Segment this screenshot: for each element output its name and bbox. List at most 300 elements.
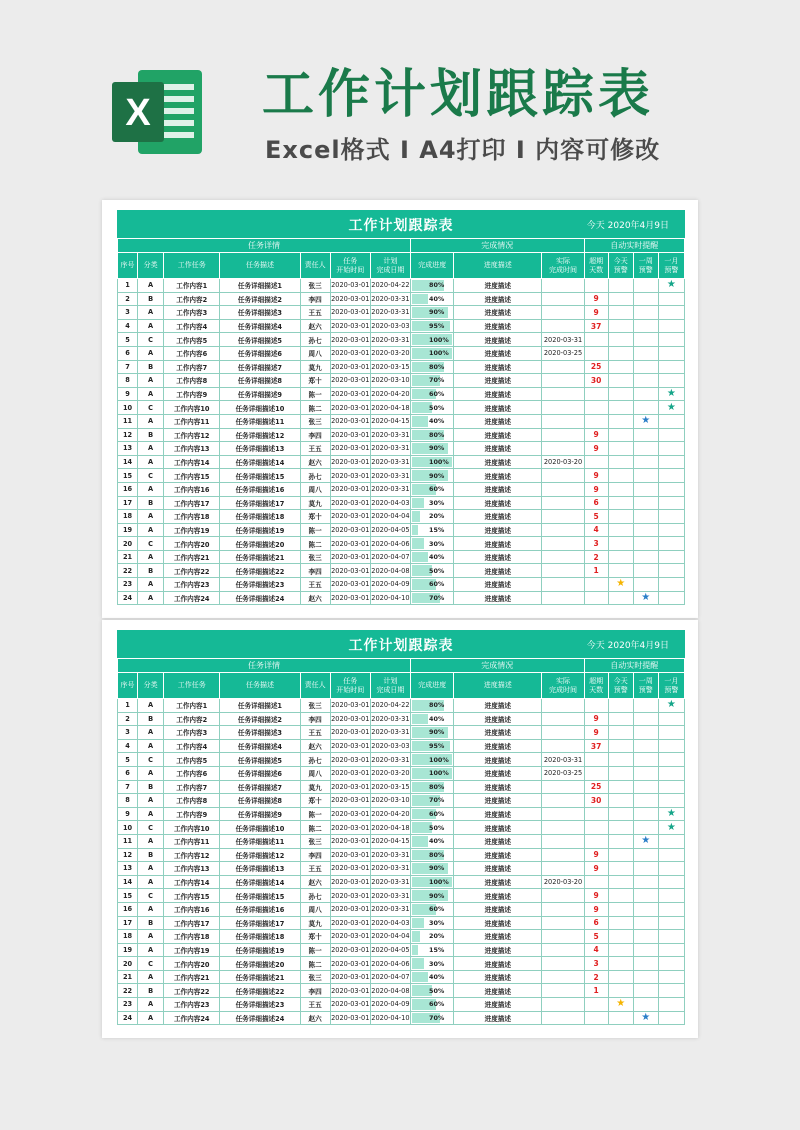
cell-progress-desc: 进度描述 <box>454 550 542 564</box>
column-header-row <box>118 253 685 279</box>
cell-today-alert <box>608 1011 633 1025</box>
group-completion: 完成情况 <box>411 239 585 253</box>
column-header: 任务描述 <box>220 673 300 699</box>
table-row[interactable] <box>118 333 685 347</box>
cell-progress-desc: 进度描述 <box>454 306 542 320</box>
cell-category: B <box>138 984 164 998</box>
cell-month-alert <box>658 1011 684 1025</box>
cell-category: A <box>138 482 164 496</box>
cell-actual-date <box>542 930 584 944</box>
cell-description: 任务详细描述6 <box>220 766 300 780</box>
column-header: 一月 预警 <box>658 673 684 699</box>
column-header: 超期 天数 <box>584 673 608 699</box>
cell-start-date: 2020-03-01 <box>330 1011 370 1025</box>
cell-progress <box>411 374 454 388</box>
cell-month-alert <box>658 794 684 808</box>
table-row[interactable] <box>118 930 685 944</box>
cell-planned-date: 2020-04-18 <box>370 821 410 835</box>
cell-start-date: 2020-03-01 <box>330 875 370 889</box>
cell-progress-desc: 进度描述 <box>454 387 542 401</box>
cell-task: 工作内容12 <box>164 428 220 442</box>
cell-progress-desc: 进度描述 <box>454 428 542 442</box>
table-row[interactable] <box>118 780 685 794</box>
cell-overdue-days <box>584 279 608 293</box>
table-row[interactable] <box>118 346 685 360</box>
cell-category: C <box>138 333 164 347</box>
table-row[interactable] <box>118 848 685 862</box>
cell-category: A <box>138 550 164 564</box>
progress-value: 90% <box>429 471 445 480</box>
table-row[interactable] <box>118 360 685 374</box>
cell-task: 工作内容5 <box>164 333 220 347</box>
cell-progress-desc: 进度描述 <box>454 374 542 388</box>
cell-progress-desc: 进度描述 <box>454 807 542 821</box>
cell-description: 任务详细描述21 <box>220 970 300 984</box>
table-row[interactable] <box>118 984 685 998</box>
cell-overdue-days <box>584 455 608 469</box>
cell-actual-date <box>542 889 584 903</box>
table-row[interactable] <box>118 564 685 578</box>
cell-owner: 王五 <box>300 578 330 592</box>
cell-actual-date <box>542 943 584 957</box>
cell-today-alert <box>608 537 633 551</box>
cell-actual-date: 2020-03-31 <box>542 333 584 347</box>
cell-category: B <box>138 360 164 374</box>
table-row[interactable] <box>118 1011 685 1025</box>
table-row[interactable] <box>118 428 685 442</box>
cell-week-alert <box>633 346 658 360</box>
cell-today-alert <box>608 414 633 428</box>
cell-progress <box>411 984 454 998</box>
cell-start-date: 2020-03-01 <box>330 889 370 903</box>
cell-overdue-days: 30 <box>584 374 608 388</box>
table-row[interactable] <box>118 889 685 903</box>
table-row[interactable] <box>118 442 685 456</box>
column-header: 今天 预警 <box>608 673 633 699</box>
cell-overdue-days: 9 <box>584 482 608 496</box>
cell-month-alert <box>658 442 684 456</box>
column-header: 进度描述 <box>454 253 542 279</box>
cell-start-date: 2020-03-01 <box>330 306 370 320</box>
cell-actual-date: 2020-03-25 <box>542 766 584 780</box>
cell-progress <box>411 523 454 537</box>
cell-progress-desc: 进度描述 <box>454 902 542 916</box>
column-header: 一月 预警 <box>658 253 684 279</box>
cell-category: A <box>138 387 164 401</box>
cell-progress <box>411 712 454 726</box>
table-row[interactable] <box>118 523 685 537</box>
cell-today-alert <box>608 387 633 401</box>
cell-progress <box>411 834 454 848</box>
cell-month-alert <box>658 970 684 984</box>
cell-start-date: 2020-03-01 <box>330 469 370 483</box>
cell-start-date: 2020-03-01 <box>330 984 370 998</box>
progress-value: 50% <box>429 986 445 995</box>
table-row[interactable] <box>118 699 685 713</box>
cell-description: 任务详细描述8 <box>220 374 300 388</box>
progress-value: 70% <box>429 593 445 602</box>
cell-planned-date: 2020-03-31 <box>370 428 410 442</box>
cell-task: 工作内容24 <box>164 591 220 605</box>
cell-owner: 张三 <box>300 699 330 713</box>
cell-week-alert <box>633 360 658 374</box>
cell-actual-date <box>542 496 584 510</box>
table-row[interactable] <box>118 712 685 726</box>
table-row[interactable] <box>118 943 685 957</box>
cell-progress-desc: 进度描述 <box>454 739 542 753</box>
progress-value: 15% <box>429 945 445 954</box>
cell-progress-desc: 进度描述 <box>454 401 542 415</box>
cell-week-alert <box>633 537 658 551</box>
cell-month-alert <box>658 510 684 524</box>
cell-task: 工作内容22 <box>164 564 220 578</box>
cell-description: 任务详细描述12 <box>220 848 300 862</box>
cell-progress-desc: 进度描述 <box>454 834 542 848</box>
table-row[interactable] <box>118 455 685 469</box>
cell-progress <box>411 319 454 333</box>
cell-owner: 郑十 <box>300 794 330 808</box>
cell-month-alert <box>658 591 684 605</box>
cell-description: 任务详细描述4 <box>220 739 300 753</box>
cell-owner: 陈一 <box>300 943 330 957</box>
cell-task: 工作内容8 <box>164 374 220 388</box>
table-row[interactable] <box>118 578 685 592</box>
cell-description: 任务详细描述9 <box>220 807 300 821</box>
cell-no: 8 <box>118 794 138 808</box>
cell-progress-desc: 进度描述 <box>454 821 542 835</box>
cell-category: C <box>138 889 164 903</box>
table-row[interactable] <box>118 862 685 876</box>
cell-progress <box>411 1011 454 1025</box>
cell-description: 任务详细描述17 <box>220 496 300 510</box>
cell-actual-date <box>542 374 584 388</box>
cell-actual-date <box>542 984 584 998</box>
cell-month-alert <box>658 279 684 293</box>
cell-progress-desc: 进度描述 <box>454 916 542 930</box>
cell-planned-date: 2020-04-10 <box>370 591 410 605</box>
cell-progress-desc: 进度描述 <box>454 780 542 794</box>
star-icon: ★ <box>666 821 676 833</box>
progress-value: 30% <box>429 959 445 968</box>
cell-description: 任务详细描述4 <box>220 319 300 333</box>
star-icon: ★ <box>641 591 651 603</box>
cell-overdue-days <box>584 1011 608 1025</box>
cell-planned-date: 2020-03-31 <box>370 712 410 726</box>
cell-today-alert <box>608 360 633 374</box>
cell-progress-desc: 进度描述 <box>454 414 542 428</box>
cell-start-date: 2020-03-01 <box>330 916 370 930</box>
table-row[interactable] <box>118 902 685 916</box>
table-row[interactable] <box>118 875 685 889</box>
cell-month-alert <box>658 401 684 415</box>
cell-progress-desc: 进度描述 <box>454 537 542 551</box>
progress-value: 60% <box>429 390 445 399</box>
cell-overdue-days <box>584 821 608 835</box>
cell-progress <box>411 537 454 551</box>
cell-today-alert <box>608 766 633 780</box>
cell-planned-date: 2020-04-05 <box>370 523 410 537</box>
cell-no: 7 <box>118 780 138 794</box>
progress-value: 60% <box>429 1000 445 1009</box>
cell-owner: 赵六 <box>300 455 330 469</box>
cell-today-alert <box>608 496 633 510</box>
table-row[interactable] <box>118 401 685 415</box>
cell-owner: 赵六 <box>300 875 330 889</box>
cell-task: 工作内容23 <box>164 578 220 592</box>
cell-owner: 莫九 <box>300 916 330 930</box>
cell-task: 工作内容3 <box>164 306 220 320</box>
cell-month-alert <box>658 998 684 1012</box>
cell-month-alert <box>658 875 684 889</box>
cell-progress <box>411 998 454 1012</box>
cell-start-date: 2020-03-01 <box>330 510 370 524</box>
cell-actual-date <box>542 469 584 483</box>
column-header: 任务 开始时间 <box>330 673 370 699</box>
table-row[interactable] <box>118 807 685 821</box>
table-row[interactable] <box>118 414 685 428</box>
cell-planned-date: 2020-03-31 <box>370 455 410 469</box>
cell-actual-date: 2020-03-20 <box>542 455 584 469</box>
cell-progress <box>411 401 454 415</box>
cell-category: A <box>138 306 164 320</box>
cell-no: 1 <box>118 279 138 293</box>
cell-week-alert <box>633 699 658 713</box>
cell-task: 工作内容19 <box>164 523 220 537</box>
table-row[interactable] <box>118 834 685 848</box>
cell-planned-date: 2020-03-31 <box>370 482 410 496</box>
column-header: 实际 完成时间 <box>542 253 584 279</box>
cell-progress <box>411 591 454 605</box>
cell-week-alert <box>633 496 658 510</box>
cell-month-alert <box>658 780 684 794</box>
cell-month-alert <box>658 550 684 564</box>
cell-start-date: 2020-03-01 <box>330 930 370 944</box>
cell-description: 任务详细描述3 <box>220 306 300 320</box>
star-icon: ★ <box>641 415 651 427</box>
cell-month-alert <box>658 333 684 347</box>
cell-start-date: 2020-03-01 <box>330 482 370 496</box>
table-row[interactable] <box>118 510 685 524</box>
cell-task: 工作内容4 <box>164 739 220 753</box>
table-row[interactable] <box>118 970 685 984</box>
cell-overdue-days: 3 <box>584 537 608 551</box>
cell-overdue-days <box>584 807 608 821</box>
cell-owner: 陈一 <box>300 523 330 537</box>
cell-progress-desc: 进度描述 <box>454 984 542 998</box>
cell-week-alert <box>633 442 658 456</box>
cell-overdue-days <box>584 875 608 889</box>
cell-description: 任务详细描述8 <box>220 794 300 808</box>
table-row[interactable] <box>118 726 685 740</box>
cell-overdue-days <box>584 766 608 780</box>
cell-overdue-days: 5 <box>584 930 608 944</box>
cell-description: 任务详细描述1 <box>220 279 300 293</box>
cell-today-alert <box>608 550 633 564</box>
cell-overdue-days: 9 <box>584 428 608 442</box>
table-row[interactable] <box>118 821 685 835</box>
cell-actual-date <box>542 360 584 374</box>
table-row[interactable] <box>118 387 685 401</box>
cell-today-alert <box>608 889 633 903</box>
cell-week-alert <box>633 902 658 916</box>
cell-owner: 张三 <box>300 970 330 984</box>
cell-week-alert <box>633 428 658 442</box>
cell-actual-date <box>542 970 584 984</box>
cell-no: 23 <box>118 998 138 1012</box>
cell-owner: 陈二 <box>300 821 330 835</box>
cell-progress <box>411 510 454 524</box>
table-row[interactable] <box>118 469 685 483</box>
cell-owner: 赵六 <box>300 1011 330 1025</box>
cell-today-alert <box>608 564 633 578</box>
cell-start-date: 2020-03-01 <box>330 591 370 605</box>
cell-owner: 陈二 <box>300 957 330 971</box>
cell-progress <box>411 442 454 456</box>
table-row[interactable] <box>118 794 685 808</box>
cell-today-alert <box>608 998 633 1012</box>
column-header: 一周 预警 <box>633 673 658 699</box>
cell-actual-date <box>542 428 584 442</box>
table-row[interactable] <box>118 482 685 496</box>
cell-start-date: 2020-03-01 <box>330 998 370 1012</box>
cell-owner: 周八 <box>300 482 330 496</box>
cell-overdue-days: 37 <box>584 739 608 753</box>
progress-value: 50% <box>429 403 445 412</box>
cell-owner: 赵六 <box>300 739 330 753</box>
cell-planned-date: 2020-04-03 <box>370 496 410 510</box>
cell-progress-desc: 进度描述 <box>454 889 542 903</box>
cell-no: 6 <box>118 766 138 780</box>
cell-no: 17 <box>118 496 138 510</box>
column-header: 责任人 <box>300 253 330 279</box>
table-row[interactable] <box>118 306 685 320</box>
cell-category: A <box>138 699 164 713</box>
column-header: 完成进度 <box>411 253 454 279</box>
cell-no: 7 <box>118 360 138 374</box>
cell-task: 工作内容15 <box>164 889 220 903</box>
table-row[interactable] <box>118 496 685 510</box>
cell-progress-desc: 进度描述 <box>454 970 542 984</box>
progress-value: 70% <box>429 376 445 385</box>
cell-month-alert <box>658 455 684 469</box>
table-row[interactable] <box>118 766 685 780</box>
cell-week-alert <box>633 766 658 780</box>
cell-progress <box>411 333 454 347</box>
cell-progress-desc: 进度描述 <box>454 523 542 537</box>
progress-value: 80% <box>429 430 445 439</box>
group-task-details: 任务详情 <box>118 239 411 253</box>
cell-progress <box>411 292 454 306</box>
column-header: 工作任务 <box>164 253 220 279</box>
column-header: 任务 开始时间 <box>330 253 370 279</box>
table-row[interactable] <box>118 957 685 971</box>
table-row[interactable] <box>118 739 685 753</box>
cell-task: 工作内容2 <box>164 292 220 306</box>
table-row[interactable] <box>118 591 685 605</box>
sheet-title-bar <box>117 210 685 238</box>
cell-category: A <box>138 279 164 293</box>
table-row[interactable] <box>118 537 685 551</box>
table-row[interactable] <box>118 374 685 388</box>
cell-planned-date: 2020-03-10 <box>370 794 410 808</box>
cell-actual-date <box>542 998 584 1012</box>
cell-month-alert <box>658 428 684 442</box>
cell-week-alert <box>633 333 658 347</box>
cell-actual-date <box>542 862 584 876</box>
star-icon: ★ <box>666 401 676 413</box>
cell-task: 工作内容8 <box>164 794 220 808</box>
cell-no: 13 <box>118 862 138 876</box>
cell-planned-date: 2020-04-08 <box>370 564 410 578</box>
cell-no: 19 <box>118 943 138 957</box>
cell-week-alert <box>633 510 658 524</box>
cell-task: 工作内容16 <box>164 902 220 916</box>
cell-no: 15 <box>118 469 138 483</box>
cell-start-date: 2020-03-01 <box>330 848 370 862</box>
cell-task: 工作内容21 <box>164 970 220 984</box>
cell-actual-date <box>542 292 584 306</box>
cell-owner: 李四 <box>300 984 330 998</box>
cell-today-alert <box>608 957 633 971</box>
cell-task: 工作内容22 <box>164 984 220 998</box>
cell-category: A <box>138 834 164 848</box>
cell-progress <box>411 862 454 876</box>
cell-owner: 郑十 <box>300 374 330 388</box>
cell-overdue-days <box>584 401 608 415</box>
table-row[interactable] <box>118 550 685 564</box>
table-row[interactable] <box>118 319 685 333</box>
table-row[interactable] <box>118 279 685 293</box>
cell-actual-date <box>542 306 584 320</box>
cell-owner: 王五 <box>300 306 330 320</box>
table-row[interactable] <box>118 916 685 930</box>
cell-no: 9 <box>118 807 138 821</box>
cell-description: 任务详细描述9 <box>220 387 300 401</box>
cell-no: 9 <box>118 387 138 401</box>
table-row[interactable] <box>118 998 685 1012</box>
cell-description: 任务详细描述19 <box>220 943 300 957</box>
cell-actual-date: 2020-03-20 <box>542 875 584 889</box>
cell-category: A <box>138 374 164 388</box>
cell-progress <box>411 930 454 944</box>
cell-description: 任务详细描述7 <box>220 780 300 794</box>
cell-description: 任务详细描述3 <box>220 726 300 740</box>
cell-month-alert <box>658 306 684 320</box>
cell-progress-desc: 进度描述 <box>454 712 542 726</box>
cell-category: C <box>138 753 164 767</box>
cell-no: 13 <box>118 442 138 456</box>
cell-month-alert <box>658 807 684 821</box>
cell-start-date: 2020-03-01 <box>330 523 370 537</box>
cell-actual-date: 2020-03-31 <box>542 753 584 767</box>
cell-planned-date: 2020-03-31 <box>370 889 410 903</box>
cell-category: A <box>138 346 164 360</box>
cell-week-alert <box>633 591 658 605</box>
cell-today-alert <box>608 848 633 862</box>
table-row[interactable] <box>118 292 685 306</box>
cell-planned-date: 2020-04-09 <box>370 998 410 1012</box>
cell-category: B <box>138 564 164 578</box>
cell-month-alert <box>658 834 684 848</box>
cell-today-alert <box>608 726 633 740</box>
cell-actual-date <box>542 780 584 794</box>
cell-progress-desc: 进度描述 <box>454 766 542 780</box>
cell-planned-date: 2020-03-20 <box>370 346 410 360</box>
cell-category: C <box>138 537 164 551</box>
table-row[interactable] <box>118 753 685 767</box>
cell-category: B <box>138 712 164 726</box>
cell-actual-date <box>542 319 584 333</box>
